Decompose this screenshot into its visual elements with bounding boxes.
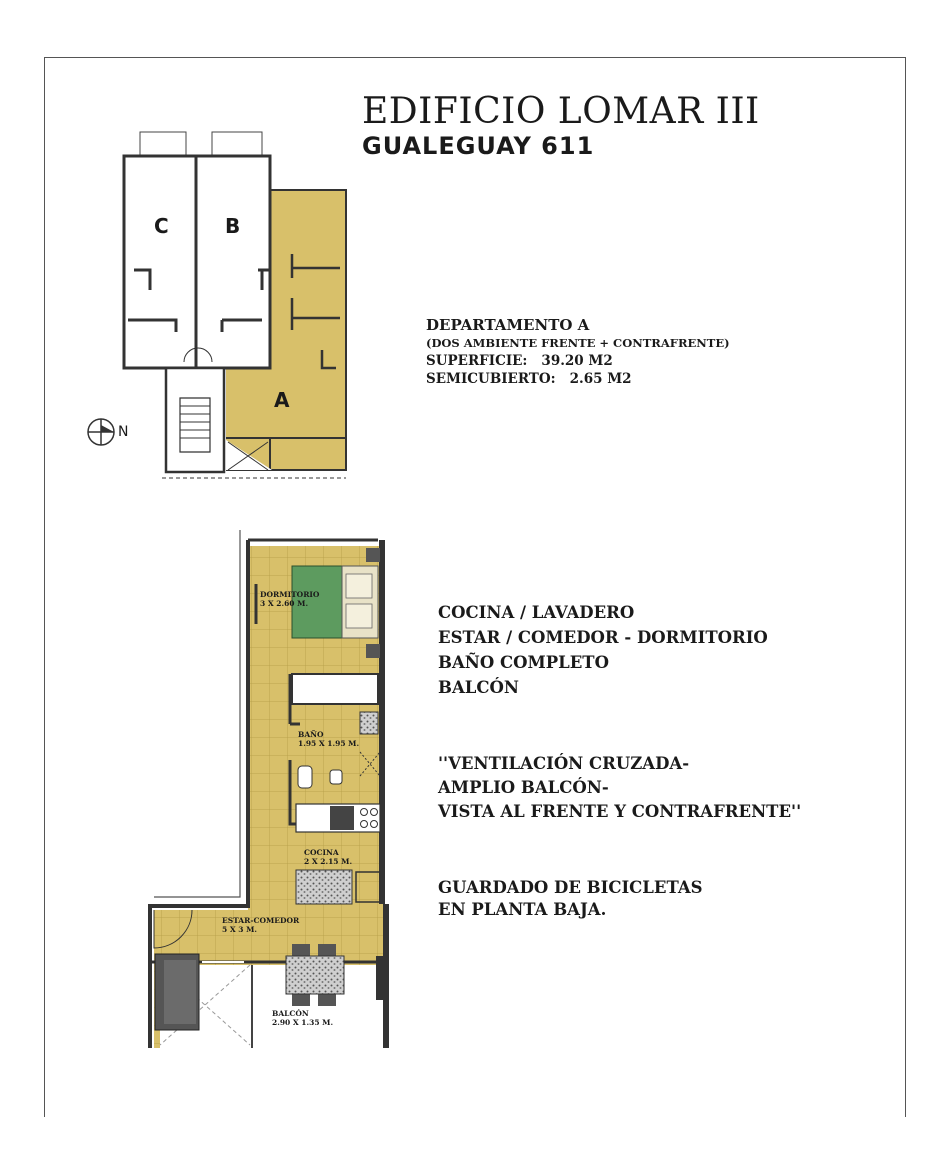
room-balcon xyxy=(272,1009,333,1027)
key-unit-b xyxy=(196,156,270,368)
bicycle-storage-note xyxy=(438,877,703,921)
room-estar-comedor xyxy=(222,916,299,934)
room-name: ESTAR-COMEDOR xyxy=(222,916,300,925)
room-name: BALCÓN xyxy=(272,1009,309,1018)
semi-value: 2.65 M2 xyxy=(569,371,632,387)
unit-name: DEPARTAMENTO A xyxy=(426,316,590,334)
highlight-line: VISTA AL FRENTE Y CONTRAFRENTE'' xyxy=(438,802,802,821)
dining-table xyxy=(286,956,344,994)
unit-description: (DOS AMBIENTE FRENTE + CONTRAFRENTE) xyxy=(426,336,730,350)
highlights-quote xyxy=(438,752,801,824)
key-unit-label-a: A xyxy=(274,388,290,412)
surface-value: 39.20 M2 xyxy=(541,353,613,369)
features-list xyxy=(438,600,768,700)
highlight-line: ''VENTILACIÓN CRUZADA- xyxy=(438,754,690,773)
storage-line: GUARDADO DE BICICLETAS xyxy=(438,878,703,897)
highlight-line: AMPLIO BALCÓN- xyxy=(438,778,609,797)
room-cocina xyxy=(304,848,352,866)
key-unit-label-b: B xyxy=(225,214,241,238)
surface-row xyxy=(426,352,730,370)
north-label: N xyxy=(118,424,129,440)
building-title: EDIFICIO LOMAR III xyxy=(362,91,760,132)
key-unit-c xyxy=(124,156,196,368)
room-name: COCINA xyxy=(304,848,339,857)
room-size: 5 X 3 M. xyxy=(222,925,258,934)
semi-row xyxy=(426,370,730,388)
building-address: GUALEGUAY 611 xyxy=(362,132,595,160)
surface-label: SUPERFICIE: xyxy=(426,353,528,369)
key-balcony-b xyxy=(212,132,262,156)
key-unit-label-c: C xyxy=(154,214,169,238)
room-dormitorio xyxy=(260,590,319,608)
room-size: 2.90 X 1.35 M. xyxy=(272,1018,334,1027)
feature-item: BALCÓN xyxy=(438,678,519,697)
storage-line: EN PLANTA BAJA. xyxy=(438,900,607,919)
feature-item: COCINA / LAVADERO xyxy=(438,603,635,622)
semi-label: SEMICUBIERTO: xyxy=(426,371,556,387)
feature-item: BAÑO COMPLETO xyxy=(438,653,609,672)
room-name: BAÑO xyxy=(298,730,324,739)
room-size: 1.95 X 1.95 M. xyxy=(298,739,360,748)
room-name: DORMITORIO xyxy=(260,590,320,599)
wardrobe xyxy=(292,674,378,704)
room-size: 2 X 2.15 M. xyxy=(304,857,353,866)
room-size: 3 X 2.60 M. xyxy=(260,599,309,608)
unit-info xyxy=(426,316,730,388)
room-bano xyxy=(298,730,359,748)
feature-item: ESTAR / COMEDOR - DORMITORIO xyxy=(438,628,768,647)
key-balcony-c xyxy=(140,132,186,156)
